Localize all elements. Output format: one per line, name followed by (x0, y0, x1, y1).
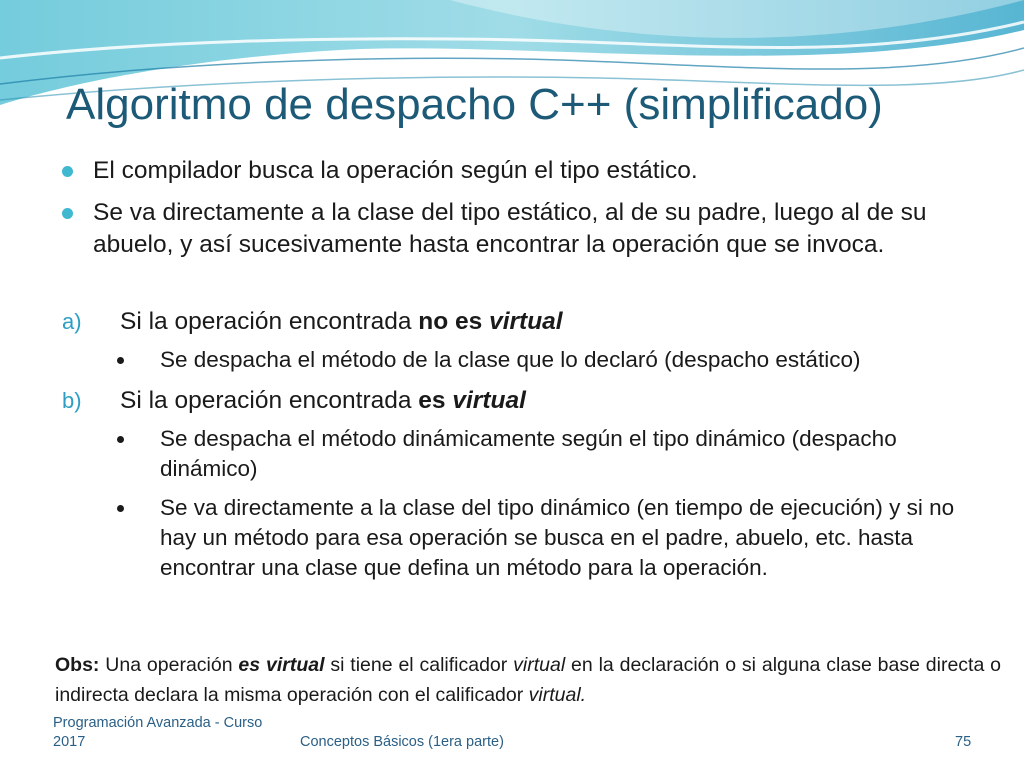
sub-bullet-item (160, 345, 980, 375)
slide-title: Algoritmo de despacho C++ (simplificado) (66, 80, 883, 129)
case-b-bold-italic: virtual (452, 387, 526, 414)
footer-course (53, 714, 262, 752)
bullet-dot-icon (62, 208, 73, 219)
case-a-bold: no es (418, 308, 490, 335)
case-b-bold: es (418, 387, 453, 414)
obs-text: si tiene el calificador (324, 654, 514, 676)
case-a-heading (120, 306, 980, 338)
sub-bullet-item (160, 424, 900, 484)
obs-text: en la declaración o si alguna clase base directa o indirecta declara la misma operación con el calificador (55, 654, 1002, 706)
sub-bullet-text: Se despacha el método dinámicamente según el tipo dinámico (despacho dinámico) (160, 426, 897, 481)
observation-note (55, 650, 1001, 710)
obs-keyword: virtual (513, 654, 566, 676)
bullet-dot-icon (62, 166, 73, 177)
bullet-item (93, 155, 963, 187)
bullet-text: Se va directamente a la clase del tipo estático, al de su padre, luego al de su abuelo, y así sucesivamente hasta encontrar la operación que se invoca. (93, 199, 927, 258)
obs-emphasis: es virtual (238, 654, 325, 676)
footer-course-line: Programación Avanzada - Curso (53, 715, 263, 731)
obs-keyword: virtual. (528, 684, 587, 706)
bullet-text: El compilador busca la operación según el tipo estático. (93, 157, 698, 184)
sub-bullet-text: Se despacha el método de la clase que lo declaró (despacho estático) (160, 347, 861, 372)
case-a-bold-italic: virtual (489, 308, 563, 335)
case-b-text: Si la operación encontrada (120, 387, 419, 414)
bullet-item (93, 197, 953, 260)
footer-year: 2017 (53, 734, 86, 750)
sub-bullet-text: Se va directamente a la clase del tipo dinámico (en tiempo de ejecución) y si no hay un método para esa operación se busca en el padre, abuelo, etc. hasta encontrar una clase que defina un método para la operación. (160, 495, 955, 580)
case-b-marker: b) (62, 388, 82, 413)
sub-bullet-dot-icon (117, 357, 124, 364)
case-a-text: Si la operación encontrada (120, 308, 419, 335)
footer-section: Conceptos Básicos (1era parte) (300, 734, 504, 750)
page-number: 75 (955, 734, 972, 750)
case-a-marker: a) (62, 309, 82, 334)
sub-bullet-item (160, 493, 960, 583)
obs-label: Obs: (55, 654, 100, 676)
sub-bullet-dot-icon (117, 505, 124, 512)
obs-text: Una operación (99, 654, 239, 676)
sub-bullet-dot-icon (117, 436, 124, 443)
case-b-heading (120, 385, 980, 417)
